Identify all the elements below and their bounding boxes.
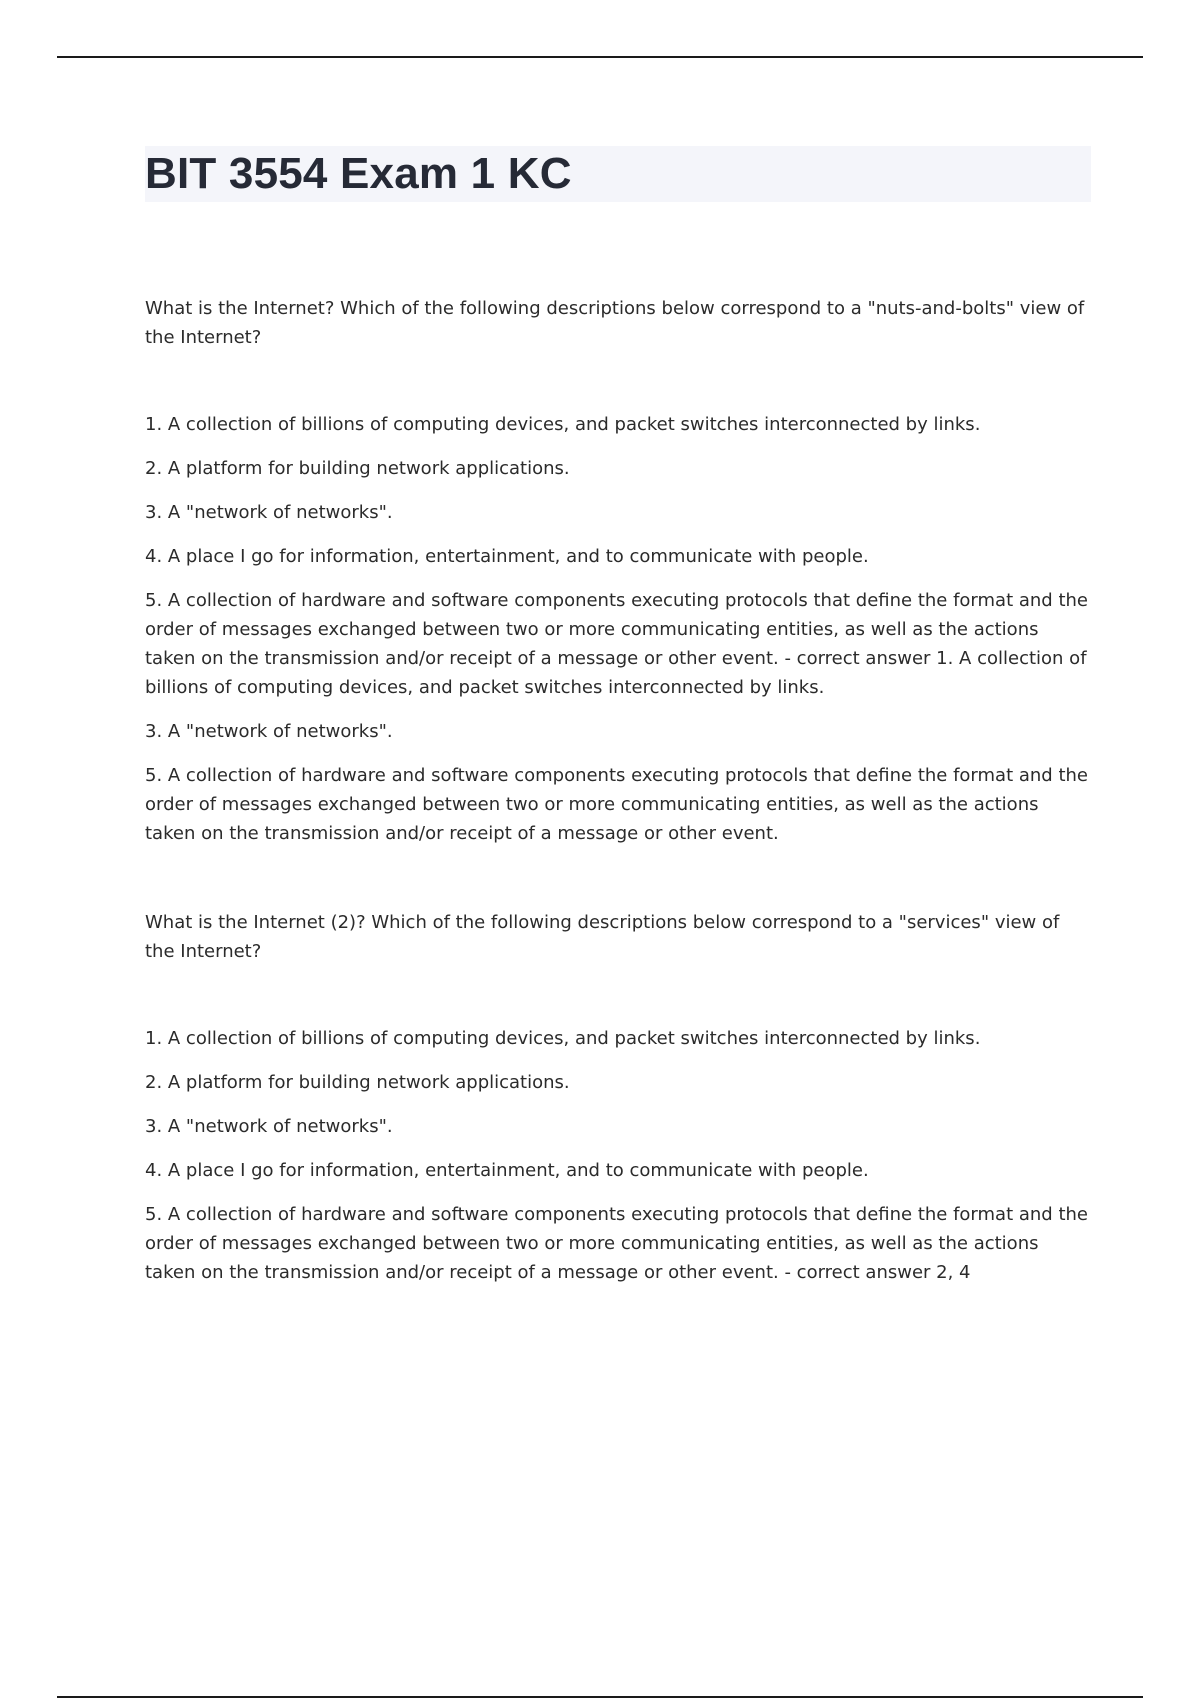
answer-line: 1. A collection of billions of computing devices, and packet switches interconnected by links. [145, 1028, 981, 1049]
answer-line: 5. A collection of hardware and software components executing protocols that define the format and the order of messages exchanged between two or more communicating entities, as well as the actions taken on the transmission and/or receipt of a message or other event. - correct answer 2, 4 [145, 1204, 1088, 1283]
answer-line: 2. A platform for building network applications. [145, 458, 570, 479]
answer-line: 3. A "network of networks". [145, 721, 393, 742]
answer-options [145, 410, 1091, 848]
document-title: BIT 3554 Exam 1 KC [145, 149, 572, 198]
answer-line: 5. A collection of hardware and software components executing protocols that define the format and the order of messages exchanged between two or more communicating entities, as well as the actions taken on the transmission and/or receipt of a message or other event. - correct answer 1. A collection of billions of computing devices, and packet switches interconnected by links. [145, 590, 1088, 698]
question-block-2 [145, 908, 1091, 1287]
question-prompt: What is the Internet (2)? Which of the following descriptions below correspond to a "services" view of the Internet? [145, 912, 1060, 962]
answer-line: 4. A place I go for information, entertainment, and to communicate with people. [145, 546, 869, 567]
answer-line: 1. A collection of billions of computing devices, and packet switches interconnected by links. [145, 414, 981, 435]
answer-line: 3. A "network of networks". [145, 1116, 393, 1137]
answer-line: 4. A place I go for information, entertainment, and to communicate with people. [145, 1160, 869, 1181]
document-body [145, 146, 1091, 1302]
question-block-1 [145, 294, 1091, 848]
answer-line: 5. A collection of hardware and software components executing protocols that define the format and the order of messages exchanged between two or more communicating entities, as well as the actions taken on the transmission and/or receipt of a message or other event. [145, 765, 1088, 844]
top-rule [57, 56, 1143, 58]
answer-line: 2. A platform for building network applications. [145, 1072, 570, 1093]
title-band [145, 146, 1091, 202]
answer-options [145, 1024, 1091, 1287]
answer-line: 3. A "network of networks". [145, 502, 393, 523]
bottom-rule [57, 1696, 1143, 1698]
question-prompt: What is the Internet? Which of the following descriptions below correspond to a "nuts-and-bolts" view of the Internet? [145, 298, 1085, 348]
